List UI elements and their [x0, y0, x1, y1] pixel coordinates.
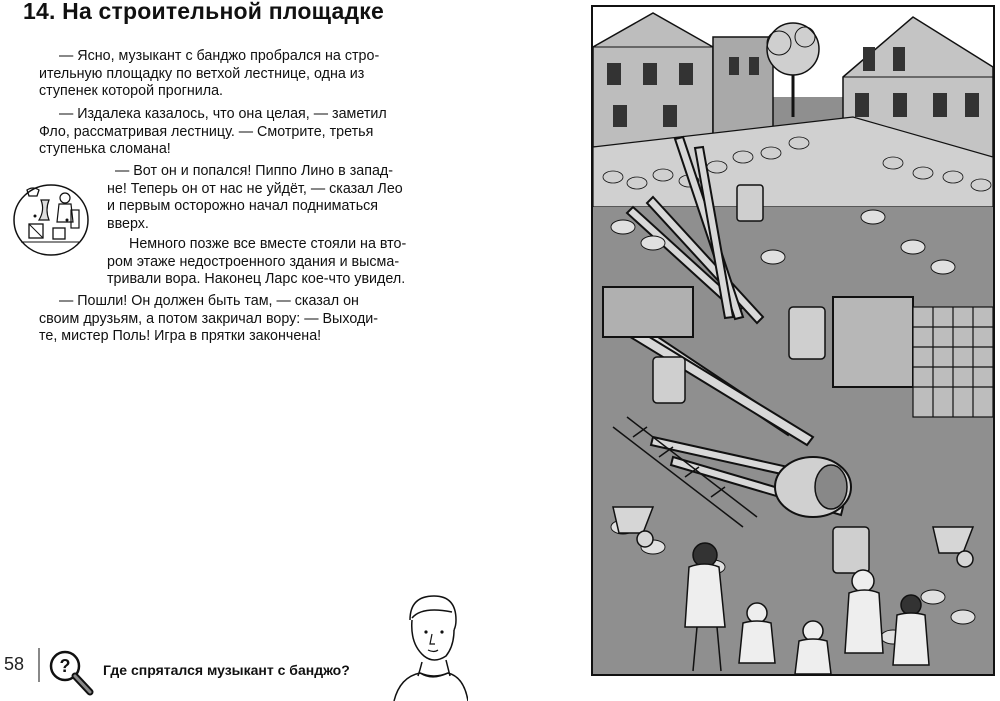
text-line: своим друзьям, а потом закричал вору: — Выходи- [39, 310, 379, 327]
text-line: и первым осторожно начал подниматься [107, 198, 379, 215]
text-line: — Ясно, музыкант с банджо пробрался на стро- [59, 48, 380, 64]
text-line: ступенька сломана! [39, 141, 171, 158]
text-line: ительную площадку по ветхой лестнице, одна из [39, 65, 365, 82]
text-line: — Пошли! Он должен быть там, — сказал он [59, 293, 359, 309]
question-mark: ? [59, 656, 71, 676]
footer-divider [38, 648, 40, 682]
text-line: Немного позже все вместе стояли на вто- [129, 236, 407, 252]
text-line: ром этаже недостроенного здания и высма- [107, 253, 400, 270]
story-paragraph-3 [107, 163, 403, 233]
story-paragraph-1 [39, 48, 380, 101]
chapter-title: 14. На строительной площадке [23, 0, 384, 24]
story-paragraph-5 [39, 293, 379, 346]
text-line: те, мистер Поль! Игра в прятки закончена! [39, 328, 322, 345]
page-number: 58 [4, 654, 25, 674]
text-line: не! Теперь он от нас не уйдёт, — сказал Лео [107, 180, 403, 197]
text-line: — Вот он и попался! Пиппо Лино в запад- [115, 163, 394, 179]
boy-illustration [388, 590, 468, 701]
question-prompt: Где спрятался музыкант с банджо? [103, 662, 350, 678]
text-line: тривали вора. Наконец Ларс кое-что увидел. [107, 271, 406, 288]
story-paragraph-2 [39, 106, 387, 159]
story-paragraph-4 [107, 236, 406, 289]
text-line: — Издалека казалось, что она целая, — заметил [59, 106, 387, 122]
vignette-illustration [9, 180, 97, 258]
text-line: вверх. [107, 215, 149, 232]
construction-site-illustration [591, 5, 995, 676]
text-line: ступенек которой прогнила. [39, 83, 224, 100]
text-line: Фло, рассматривая лестницу. — Смотрите, третья [39, 123, 374, 140]
